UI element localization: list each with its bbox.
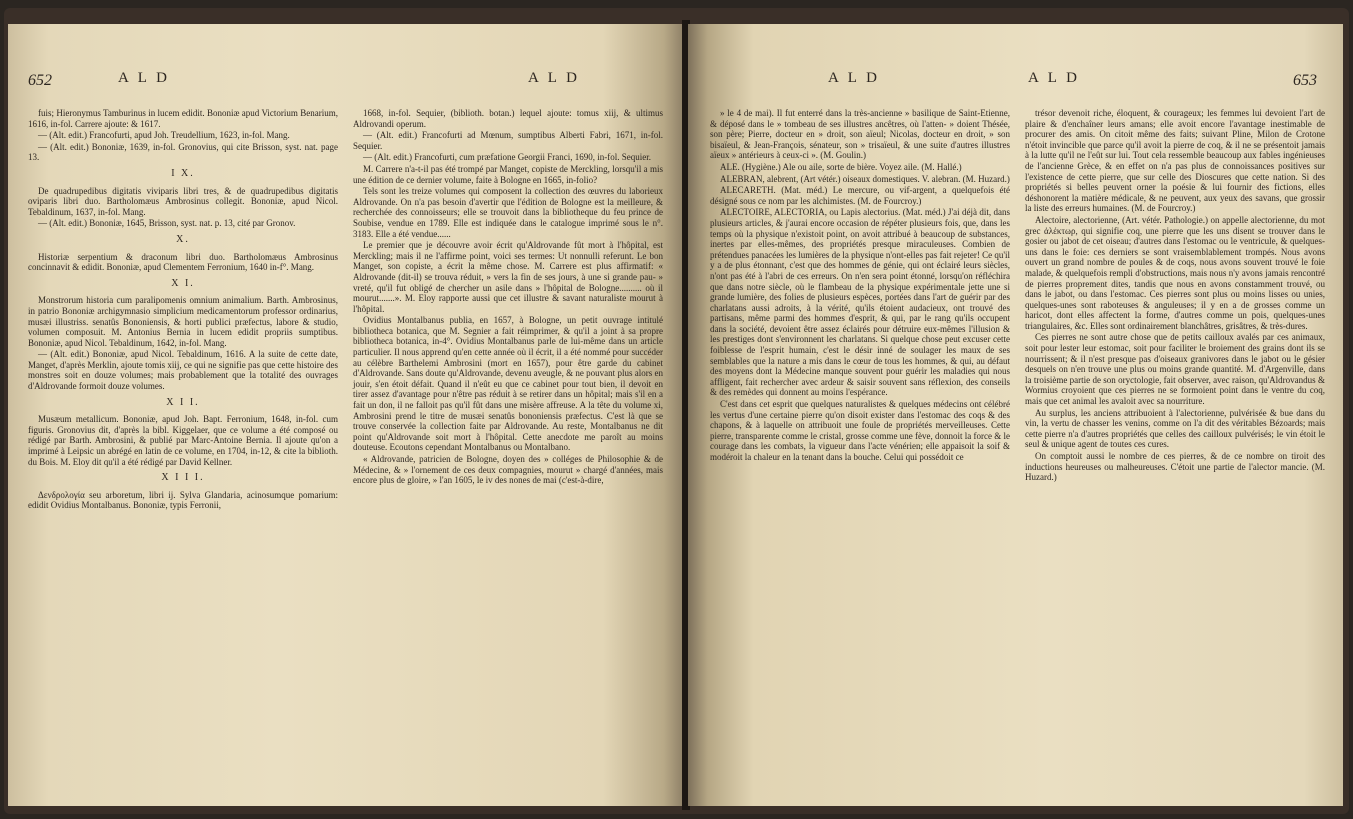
left-page-column-1 bbox=[28, 108, 338, 512]
section-heading: X I I I. bbox=[161, 472, 205, 484]
paragraph: — (Alt. edit.) Francofurti, apud Joh. Treudellium, 1623, in-fol. Mang. bbox=[38, 130, 290, 141]
paragraph: M. Carrere n'a-t-il pas été trompé par Manget, copiste de Merckling, lorsqu'il a mis une édition de ce dernier volume, faite à Bologne en 1665, in-folio? bbox=[353, 163, 663, 185]
paragraph: » le 4 de mai). Il fut enterré dans la très-ancienne » basilique de Saint-Etienne, & déposé dans le » tombeau de ses illustres ancêtres, où l'atten- » doient Thésée, son père; Pierre, docteur en » droit, son aïeul; Nicolas, docteur en droit, » son bisaïeul, & Jean-François, sénateur, son » trisaïeul, & une suite d'autres illustres aïeux » antérieurs à ceux-ci ». (M. Goulin.) bbox=[710, 108, 1010, 161]
paragraph: C'est dans cet esprit que quelques naturalistes & quelques médecins ont célébré les vertus d'une certaine pierre qu'on disoit exister dans l'estomac des coqs & des chapons, & à laquelle on attribuoit une foule de propriétés merveilleuses. Cette pierre, transparente comme le cristal, grosse comme une fève, donnoit la force & le courage dans les combats, la vigueur dans l'acte vénérien; elle appaisoit la soif & modéroit la chaleur en la tenant dans la bouche. Celui qui possédoit ce bbox=[710, 399, 1010, 462]
running-head-left-center: A L D bbox=[528, 70, 580, 86]
paragraph: — (Alt. edit.) Bononiæ, 1645, Brisson, syst. nat. p. 13, cité par Gronov. bbox=[38, 218, 296, 229]
paragraph: Ces pierres ne sont autre chose que de petits cailloux avalés par ces animaux, soit pour lester leur estomac, soit pour faciliter le broiement des grains dont ils se nourrissent; & il n'est presque pas d'oiseaux granivores dans le jabot ou le gésier desquels on n'en trouve une plus ou moins grande quantité. M. d'Argenville, dans la troisième partie de son oryctologie, fait observer, avec raison, qu'Aldrovandus & Wormius croyoient que ces pierres ne se formoient point dans le ventre du coq, mais que cet animal les avaloit avec sa nourriture. bbox=[1025, 332, 1325, 407]
paragraph: Monstrorum historia cum paralipomenis omnium animalium. Barth. Ambrosinus, in patrio Bononiæ archigymnasio simplicium medicamentorum professor ordinarius, musæi illustriss. senatûs Bononiensis, & horti publici præfectus, labore & studio, volumen composuit. M. Antonius Bernia in lucem edidit propriis sumptibus. Bononiæ, apud Nicol. Tebaldinum, 1642, in-fol. Mang. bbox=[28, 295, 338, 348]
paragraph: Ovidius Montalbanus publia, en 1657, à Bologne, un petit ouvrage intitulé bibliotheca botanica, que M. Segnier a fait réimprimer, & qu'il a joint à sa propre bibliotheca botanica, in-4°. Ovidius Montalbanus parle de lui-même dans un article particulier. Il nous apprend qu'en cette année où il écrit, il a été nommé pour succéder au célèbre Barthelemi Ambrosini (mort en 1657), pour être garde du cabinet d'Aldrovande. Sans doute qu'Aldrovande, devenu aveugle, & ne pouvant plus alors en jouir, s'en étoit défait. Quand il n'eût eu que ce cabinet pour tout bien, il devoit en tirer assez d'avantage pour n'être pas réduit à se retirer dans un hôpital; mais s'il en a fait un don, il ne falloit pas qu'il fût dans une misère affreuse. A la tête du volume xi, Ambrosini prend le titre de musæi senatûs bononiensis præfectus. C'est là que se trouve conservée la collection faite par Aldrovande. Au reste, Montalbanus ne dit point qu'Aldrovande soit mort à l'hôpital. Cette anecdote me paroît au moins douteuse. Ecoutons cependant Montalbanus ou Montalbano. bbox=[353, 315, 663, 453]
paragraph: Au surplus, les anciens attribuoient à l'alectorienne, pulvérisée & bue dans du vin, la vertu de chasser les venins, comme on l'a dit des véritables Bézoards; mais cette pierre n'a d'autres propriétés que celles des cailloux pulvérisés; le vin étoit le seul & unique agent de toutes ces cures. bbox=[1025, 407, 1325, 450]
section-heading: I X. bbox=[171, 167, 195, 179]
paragraph: Musæum metallicum. Bononiæ, apud Joh. Bapt. Ferronium, 1648, in-fol. cum figuris. Gronovius dit, d'après la bibl. Kiggelaer, que ce volume a été composé ou rédigé par Barth. Ambrosini, & publié par Marc-Antoine Bernia. Il ajoute qu'on a imprimé à Leipsic un abrégé en latin de ce volume, en 1704, in-12, & cite la biblioth. du Bois. M. Eloy dit qu'il a été rédigé par David Kellner. bbox=[28, 414, 338, 467]
page-number-left: 652 bbox=[28, 72, 52, 89]
paragraph: — (Alt. edit.) Bononiæ, 1639, in-fol. Gronovius, qui cite Brisson, syst. nat. page 13. bbox=[28, 141, 338, 163]
right-page-column-1 bbox=[710, 108, 1010, 464]
paragraph: ALECTOIRE, ALECTORIA, ou Lapis alectorius. (Mat. méd.) J'ai déjà dit, dans plusieurs articles, & j'aurai encore occasion de répéter plusieurs fois, que, dans les temps où la physique n'existoit point, on avoit attribué à beaucoup de substances, inertes par elles-mêmes, des propriétés presque miraculeuses. Combien de prétendues panacées les lumières de la physique n'ont-elles pas fait rejeter! Ce qu'il y a de plus étonnant, c'est que des hommes de génie, qui ont éclairé leurs siècles, n'ont pas été à l'abri de ces erreurs. On n'en sera point étonné, lorsqu'on réfléchira que dans notre siècle, où le flambeau de la physique expérimentale jette une si grande lumière, des folies de plusieurs espèces, portées dans l'art de guérir par des charlatans aussi adroits, à la vérité, qu'ils étoient audacieux, ont trouvé des partisans, même parmi des hommes d'esprit, & qui, par le rang qu'ils occupent dans la société, devoient être assez éclairés pour détruire eux-mêmes l'illusion & les prestiges dont s'environnent les charlatans. Si quelque chose peut excuser cette foiblesse de l'esprit humain, c'est le désir inné de soulager les maux de ses semblables que la nature a mis dans le cœur de tous les hommes, & qui, au défaut des moyens dont la Médecine manque souvent pour guérir les maladies qui nous affligent, fait rechercher avec ardeur & saisir souvent sans réflexion, des conseils & des remèdes qui donnent au moins l'espérance. bbox=[710, 207, 1010, 398]
paragraph: Historiæ serpentium & draconum libri duo. Bartholomæus Ambrosinus concinnavit & edidit. Bononiæ, apud Clementem Ferronium, 1640 in-f°. Mang. bbox=[28, 251, 338, 273]
paragraph: ALEBRAN, alebrent, (Art vétér.) oiseaux domestiques. V. alebran. (M. Huzard.) bbox=[720, 173, 1010, 184]
paragraph: Tels sont les treize volumes qui composent la collection des œuvres du laborieux Aldrovande. On n'a pas besoin d'avertir que l'édition de Bologne est la meilleure, & recherchée des connoisseurs; elle se trouvoit dans la bibliotheque du feu prince de Soubise, vendue en 1789. Elle est indiquée dans le catalogue imprimé sous le n°. 3183. Elle a été vendue...... bbox=[353, 186, 663, 239]
paragraph: Alectoire, alectorienne, (Art. vétér. Pathologie.) on appelle alectorienne, du mot grec ἀλέκτωρ, qui signifie coq, une pierre que les uns disent se trouver dans le gosier ou jabot de cet oiseau; d'autres dans l'estomac ou le ventricule, & quelques-uns dans le foie: ces derniers se sont vraisemblablement trompés. Nous avons ouvert un grand nombre de poules & de coqs, nous avons souvent trouvé le foie malade, & quelquefois rempli d'obstructions, mais nous n'y avons jamais rencontré de pierres proprement dites, tandis que nous en avons constamment trouvé, ou dans le jabot, ou dans l'estomac. Ces pierres sont plus ou moins lisses ou unies, quelques-unes sont raboteuses & anguleuses; il y en a de grosses comme un haricot, dont elles affectent la forme, d'autres comme un pois, quelques-unes triangulaires, &c. Elles sont ordinairement blanchâtres, grisâtres, & très-dures. bbox=[1025, 214, 1325, 331]
left-page-column-2 bbox=[353, 108, 663, 487]
paragraph: Δενδρολογία seu arboretum, libri ij. Sylva Glandaria, acinosumque pomarium: edidit Ovidius Montalbanus. Bononiæ, typis Ferronii, bbox=[28, 489, 338, 511]
paragraph: — (Alt. edit.) Francofurti, cum præfatione Georgii Franci, 1690, in-fol. Sequier. bbox=[363, 152, 652, 163]
right-page-column-2 bbox=[1025, 108, 1325, 484]
paragraph: 1668, in-fol. Sequier, (biblioth. botan.) lequel ajoute: tomus xiij, & ultimus Aldrovandi operum. bbox=[353, 108, 663, 129]
paragraph: — (Alt. edit.) Francofurti ad Mœnum, sumptibus Alberti Fabri, 1671, in-fol. Sequier. bbox=[353, 130, 663, 151]
running-head-right: A L D bbox=[1028, 70, 1080, 86]
paragraph: On comptoit aussi le nombre de ces pierres, & de ce nombre on tiroit des inductions heureuses ou malheureuses. C'étoit une partie de l'alector mancie. (M. Huzard.) bbox=[1025, 451, 1325, 483]
running-head-right-center: A L D bbox=[828, 70, 880, 86]
paragraph: De quadrupedibus digitatis viviparis libri tres, & de quadrupedibus digitatis oviparis libri duo. Bartholomæus Ambrosinus collegit. Bononiæ, apud Nicol. Tebaldinum, 1637, in-fol. Mang. bbox=[28, 185, 338, 217]
left-page bbox=[8, 24, 684, 806]
page-number-right: 653 bbox=[1293, 72, 1317, 89]
paragraph: Le premier que je découvre avoir écrit qu'Aldrovande fût mort à l'hôpital, est Merckling; mais il ne l'affirme point, voici ses termes: Ut nonnulli referunt. Le bon Manget, son copiste, a écrit la même chose. M. Carrere est plus affirmatif: « Aldrovande (dit-il) se trouva réduit, » vers la fin de ses jours, à une si grande pau- » vreté, qu'il fut obligé de chercher un asile dans » l'hôpital de Bologne.......... où il mourut.......». M. Eloy rapporte aussi que cet illustre & savant naturaliste mourut à l'hôpital. bbox=[353, 240, 663, 314]
section-heading: X. bbox=[176, 233, 190, 245]
running-head-left: A L D bbox=[118, 70, 170, 86]
paragraph: « Aldrovande, patricien de Bologne, doyen des » colléges de Philosophie & de Médecine, & » l'ornement de ces deux compagnies, mourut » chargé d'années, mais encore plus de gloire, » l'an 1605, le iv des nones de mai (c'est-à-dire, bbox=[353, 454, 663, 486]
paragraph: trésor devenoit riche, éloquent, & courageux; les femmes lui devoient l'art de plaire & d'enchaîner leurs amans; elle avoit encore l'avantage inestimable de procurer des amis. On citoit même des faits; suivant Pline, Milon de Crotone n'étoit invincible que parce qu'il avoit la pierre de coq, & il ne se présentoit jamais à la lutte qu'il ne l'eût sur lui. Tout cela ressemble beaucoup aux fables ingénieuses de l'ancienne Grèce, & en effet on n'a pas plus de connoissances positives sur l'existence de cette pierre, que sur celle des Dioscures que cette nation. Si des propriétés si belles peuvent orner la poésie & lui fournir des fictions, elles déshonorent la matière médicale, & ne peuvent, aux yeux des savans, que grossir la liste des erreurs humaines. (M. de Fourcroy.) bbox=[1025, 108, 1325, 214]
right-page bbox=[688, 24, 1343, 806]
paragraph: ALE. (Hygiène.) Ale ou aile, sorte de bière. Voyez aile. (M. Hallé.) bbox=[720, 161, 962, 172]
paragraph: ALECARETH. (Mat. méd.) Le mercure, ou vif-argent, a quelquefois été désigné sous ce nom par les alchimistes. (M. de Fourcroy.) bbox=[710, 185, 1010, 206]
paragraph: — (Alt. edit.) Bononiæ, apud Nicol. Tebaldinum, 1616. A la suite de cette date, Manget, d'après Merklin, ajoute tomis xiij, ce qui ne signifie pas que cette histoire des monstres soit en douze volumes; mais probablement que la totalité des ouvrages d'Aldrovande formoit douze volumes. bbox=[28, 349, 338, 392]
paragraph: fuis; Hieronymus Tamburinus in lucem edidit. Bononiæ apud Victorium Benarium, 1616, in-fol. Carrere ajoute: & 1617. bbox=[28, 108, 338, 129]
section-heading: X I I. bbox=[166, 396, 200, 408]
section-heading: X I. bbox=[171, 277, 195, 289]
